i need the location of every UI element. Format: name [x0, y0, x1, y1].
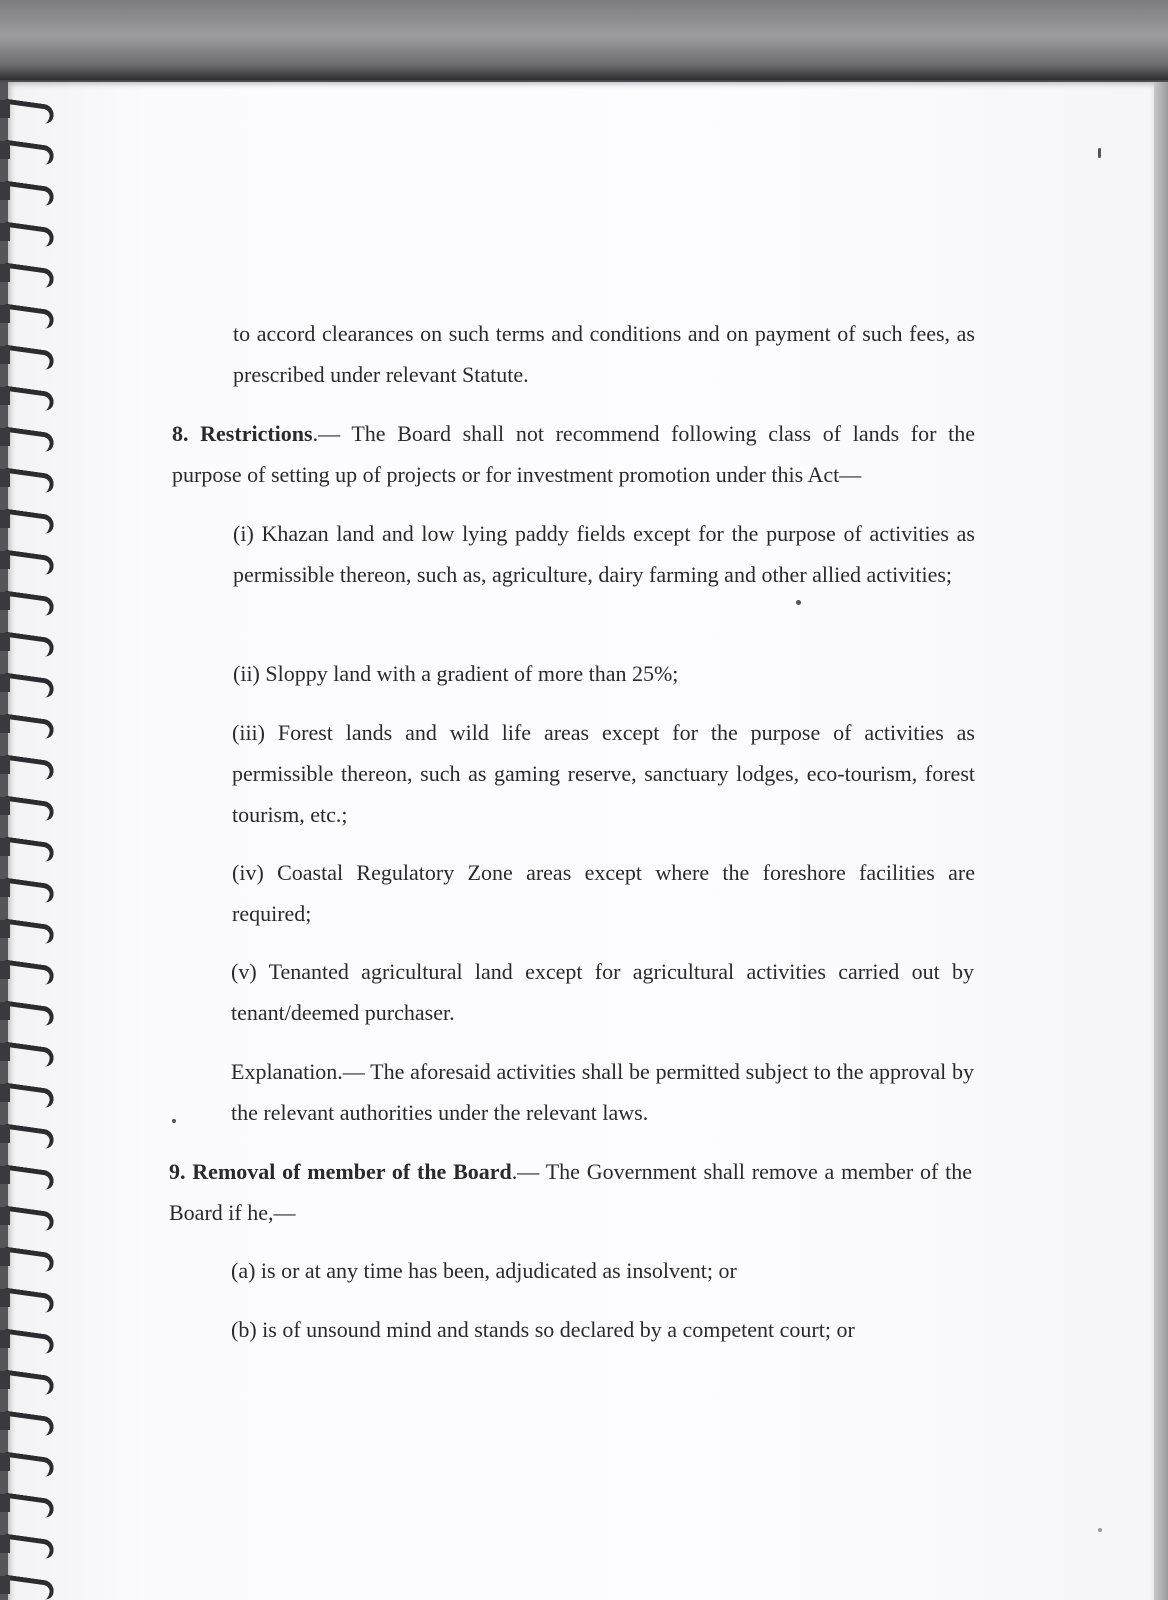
ink-speck: [796, 600, 801, 605]
section-8-paragraph: [172, 413, 975, 495]
section-8-heading: 8. Restrictions: [172, 421, 313, 446]
section-8-explanation: Explanation.— The aforesaid activities shall be permitted subject to the approval by the relevant authorities under the relevant laws.: [231, 1059, 974, 1125]
section-9-lead: .— The Government shall remove a member of the Board if he,—: [169, 1159, 972, 1225]
section-8-item-iv: (iv) Coastal Regulatory Zone areas except where the foreshore facilities are required;: [232, 860, 975, 926]
section-9-heading: 9. Removal of member of the Board: [169, 1159, 512, 1184]
section-9-item-b: (b) is of unsound mind and stands so declared by a competent court; or: [231, 1317, 855, 1342]
ink-speck: [172, 1119, 176, 1123]
section-8-item-iii: (iii) Forest lands and wild life areas except for the purpose of activities as permissible thereon, such as gaming reserve, sanctuary lodges, eco-tourism, forest tourism, etc.;: [232, 720, 975, 827]
ink-speck: [1098, 1528, 1102, 1532]
continuation-paragraph: to accord clearances on such terms and conditions and on payment of such fees, as prescribed under relevant Statute.: [233, 321, 975, 387]
section-8-lead: .— The Board shall not recommend following class of lands for the purpose of setting up of projects or for investment promotion under this Act—: [172, 421, 975, 487]
section-9-item-a: (a) is or at any time has been, adjudicated as insolvent; or: [231, 1258, 737, 1283]
section-8-item-ii: (ii) Sloppy land with a gradient of more than 25%;: [233, 661, 679, 686]
section-8-item-v: (v) Tenanted agricultural land except for agricultural activities carried out by tenant/deemed purchaser.: [231, 959, 974, 1025]
section-9-paragraph: [169, 1151, 972, 1233]
section-8-item-i: (i) Khazan land and low lying paddy fields except for the purpose of activities as permissible thereon, such as, agriculture, dairy farming and other allied activities;: [233, 521, 975, 587]
ink-speck: [1098, 148, 1101, 158]
